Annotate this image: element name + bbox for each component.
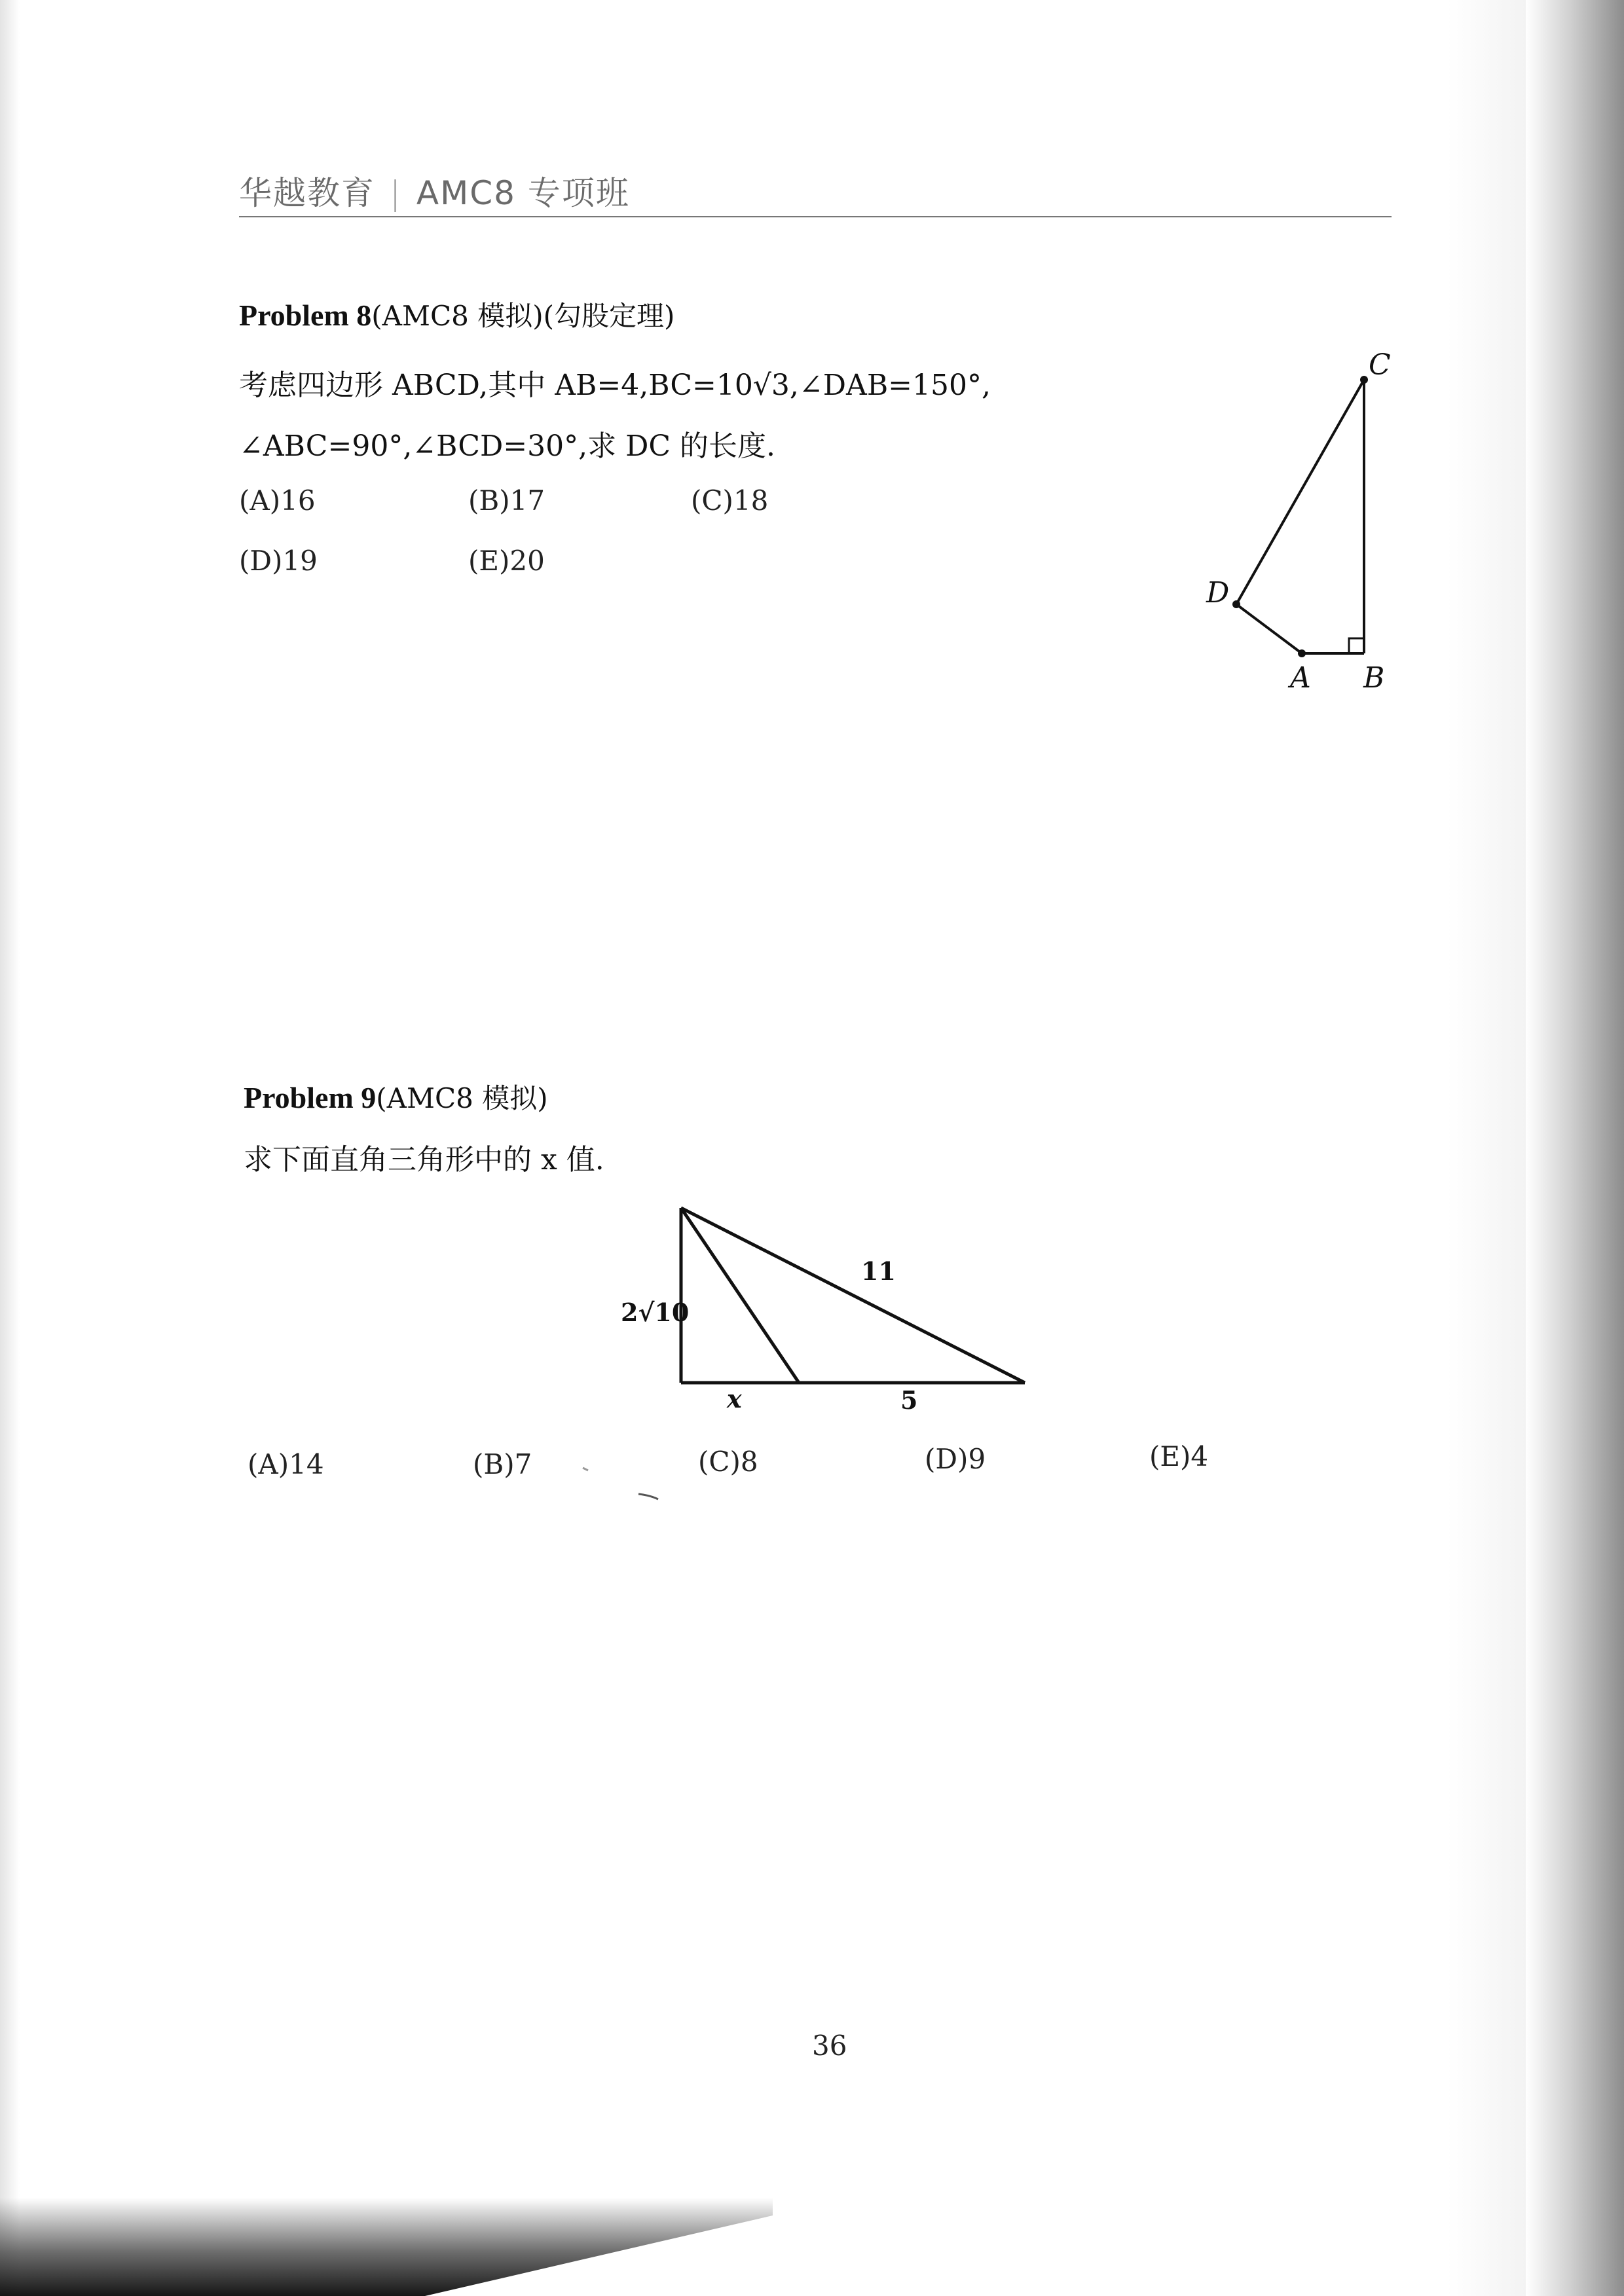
problem8-text-line1: 考虑四边形 ABCD,其中 AB=4,BC=10√3,∠DAB=150°, <box>239 369 991 402</box>
scan-right-shadow <box>1526 0 1624 2296</box>
page-header <box>239 167 630 214</box>
problem9-title <box>244 1077 548 1116</box>
segment-cd <box>1236 380 1364 604</box>
problem9-choice-b[interactable]: (B)7 <box>473 1448 532 1480</box>
problem8-choice-e[interactable]: (E)20 <box>468 545 545 577</box>
header-rule <box>239 216 1392 217</box>
header-brand: 华越教育 <box>239 174 375 212</box>
header-course: AMC8 专项班 <box>416 174 630 212</box>
problem9-label: Problem 9 <box>244 1081 377 1114</box>
problem8-title <box>239 295 674 334</box>
problem9-choice-c[interactable]: (C)8 <box>698 1446 758 1478</box>
segment-da <box>1236 604 1302 653</box>
problem9-choice-e[interactable]: (E)4 <box>1149 1440 1209 1472</box>
problem9-choice-d[interactable]: (D)9 <box>925 1443 986 1475</box>
scan-right-fade <box>1447 0 1526 2296</box>
scan-left-shadow <box>0 0 20 2296</box>
problem8-label: Problem 8 <box>239 299 372 332</box>
scan-artifact <box>576 1453 668 1506</box>
problem8-choice-b[interactable]: (B)17 <box>468 484 545 517</box>
problem9-text: 求下面直角三角形中的 x 值. <box>244 1143 604 1176</box>
problem9-figure <box>609 1192 1048 1427</box>
problem9-tags: (AMC8 模拟) <box>376 1082 548 1114</box>
problem8-choice-d[interactable]: (D)19 <box>239 545 318 577</box>
scan-bottom-shadow <box>0 2198 773 2296</box>
label-left-leg: 2√10 <box>621 1298 690 1327</box>
point-c <box>1360 376 1368 384</box>
point-a <box>1298 649 1306 657</box>
problem8-choice-c[interactable]: (C)18 <box>691 484 769 517</box>
problem8-choice-a[interactable]: (A)16 <box>239 484 316 517</box>
header-separator: | <box>390 174 402 212</box>
point-d <box>1232 600 1240 608</box>
label-b: B <box>1363 661 1385 695</box>
segment-hypotenuse <box>681 1208 1025 1383</box>
problem8-text-line2: ∠ABC=90°,∠BCD=30°,求 DC 的长度. <box>239 429 776 463</box>
label-five: 5 <box>900 1385 918 1415</box>
label-d: D <box>1206 576 1230 610</box>
label-hypotenuse: 11 <box>861 1256 896 1286</box>
label-x: x <box>727 1384 742 1413</box>
label-c: C <box>1369 348 1391 382</box>
right-angle-mark <box>1349 638 1364 653</box>
segment-cevian <box>681 1208 799 1383</box>
problem8-figure <box>1192 340 1401 707</box>
problem9-choice-a[interactable]: (A)14 <box>248 1448 324 1480</box>
page-number: 36 <box>812 2030 847 2062</box>
problem8-tags: (AMC8 模拟)(勾股定理) <box>371 300 675 332</box>
label-a: A <box>1290 661 1311 695</box>
